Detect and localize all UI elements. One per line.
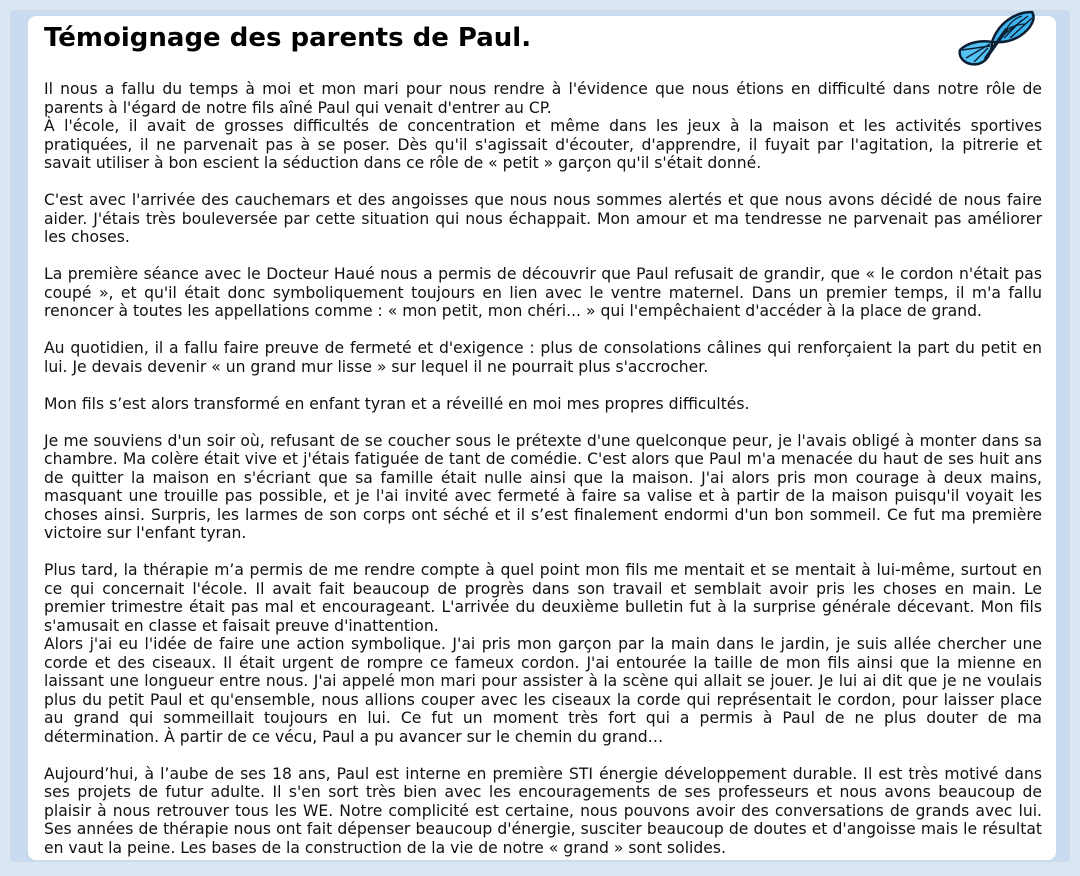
paragraph: La première séance avec le Docteur Haué nous a permis de découvrir que Paul refusait de grandir, que « le cordon n'était pas coupé », et qu'il était donc symboliquement toujours en lien avec le ventre maternel. Dans un premier temps, il m'a fallu renoncer à toutes les appellations comme : « mon petit, mon chéri... » qui l'empêchaient d'accéder à la place de grand. xyxy=(44,265,1042,320)
paragraph: Je me souviens d'un soir où, refusant de se coucher sous le prétexte d'une quelconque peur, je l'avais obligé à monter dans sa chambre. Ma colère était vive et j'étais fatiguée de tant de comédie. C'est alors que Paul m'a menacée du haut de ses huit ans de quitter la maison en s'écriant que sa famille était nulle ainsi que la maison. J'ai alors pris mon courage à deux mains, masquant une trouille pas possible, et je l'ai invité avec fermeté à faire sa valise et à partir de la maison puisqu'il voyait les choses ainsi. Surpris, les larmes de son corps ont séché et il s’est finalement endormi d'un bon sommeil. Ce fut ma première victoire sur l'enfant tyran. xyxy=(44,431,1042,542)
page-title: Témoignage des parents de Paul. xyxy=(44,23,532,53)
paragraph: À l'école, il avait de grosses difficultés de concentration et même dans les jeux à la maison et les activités sportives pratiquées, il ne parvenait pas à se poser. Dès qu'il s'agissait d'écouter, d'apprendre, il fuyait par l'agitation, la pitrerie et savait utiliser à bon escient la séduction dans ce rôle de « petit » garçon qu'il s'était donné. xyxy=(44,117,1042,172)
paragraph: Aujourd’hui, à l’aube de ses 18 ans, Paul est interne en première STI énergie développement durable. Il est très motivé dans ses projets de futur adulte. Il s'en sort très bien avec les encouragements de ses professeurs et nous avons beaucoup de plaisir à nous retrouver tous les WE. Notre complicité est certaine, nous pouvons avoir des conversations de grands avec lui. Ses années de thérapie nous ont fait dépenser beaucoup d'énergie, susciter beaucoup de doutes et d'angoisse mais le résultat en vaut la peine. Les bases de la construction de la vie de notre « grand » sont solides. xyxy=(44,764,1042,857)
paragraph: Au quotidien, il a fallu faire preuve de fermeté et d'exigence : plus de consolations câlines qui renforçaient la part du petit en lui. Je devais devenir « un grand mur lisse » sur lequel il ne pourrait plus s'accrocher. xyxy=(44,339,1042,376)
paragraph: Alors j'ai eu l'idée de faire une action symbolique. J'ai pris mon garçon par la main dans le jardin, je suis allée chercher une corde et des ciseaux. Il était urgent de rompre ce fameux cordon. J'ai entourée la taille de mon fils ainsi que la mienne en laissant une longueur entre nous. J'ai appelé mon mari pour assister à la scène qui allait se jouer. Je lui ai dit que je ne voulais plus du petit Paul et qu'ensemble, nous allions couper avec les ciseaux la corde qui représentait le cordon, pour laisser place au grand qui sommeillait toujours en lui. Ce fut un moment très fort qui a permis à Paul de ne plus douter de ma détermination. À partir de ce vécu, Paul a pu avancer sur le chemin du grand… xyxy=(44,635,1042,746)
paragraph: Mon fils s’est alors transformé en enfant tyran et a réveillé en moi mes propres difficultés. xyxy=(44,394,750,413)
testimony-text xyxy=(44,80,1042,876)
testimony-card xyxy=(28,16,1056,860)
butterfly-icon xyxy=(952,8,1038,70)
paragraph: Plus tard, la thérapie m’a permis de me rendre compte à quel point mon fils me mentait et se mentait à lui-même, surtout en ce qui concernait l'école. Il avait fait beaucoup de progrès dans son travail et semblait avoir pris les choses en main. Le premier trimestre était pas mal et encourageant. L'arrivée du deuxième bulletin fut à la surprise générale décevant. Mon fils s'amusait en classe et faisait preuve d'inattention. xyxy=(44,561,1042,635)
paragraph: Il nous a fallu du temps à moi et mon mari pour nous rendre à l'évidence que nous étions en difficulté dans notre rôle de parents à l'égard de notre fils aîné Paul qui venait d'entrer au CP. xyxy=(44,80,1042,117)
paragraph: C'est avec l'arrivée des cauchemars et des angoisses que nous nous sommes alertés et que nous avons décidé de nous faire aider. J'étais très bouleversée par cette situation qui nous échappait. Mon amour et ma tendresse ne parvenait pas améliorer les choses. xyxy=(44,191,1042,246)
